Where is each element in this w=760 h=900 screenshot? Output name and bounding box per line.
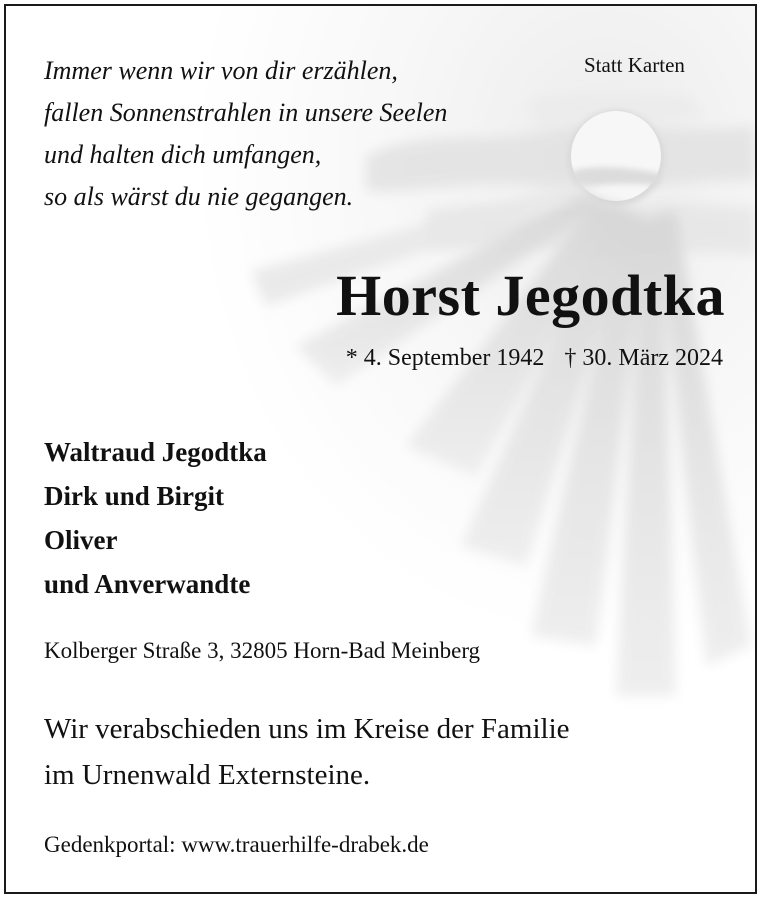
farewell-line: Wir verabschieden uns im Kreise der Familie bbox=[44, 713, 570, 745]
family-address: Kolberger Straße 3, 32805 Horn-Bad Meinberg bbox=[44, 638, 481, 663]
death-date: † 30. März 2024 bbox=[564, 345, 723, 371]
memorial-portal-link: Gedenkportal: www.trauerhilfe-drabek.de bbox=[44, 832, 429, 857]
deceased-name: Horst Jegodtka bbox=[336, 263, 725, 328]
obituary-card bbox=[4, 4, 757, 894]
poem-line: fallen Sonnenstrahlen in unsere Seelen bbox=[44, 98, 448, 127]
mourners-list bbox=[44, 430, 267, 606]
life-dates bbox=[346, 345, 723, 372]
farewell-notice bbox=[44, 706, 570, 798]
mourner-name: Waltraud Jegodtka bbox=[44, 437, 267, 467]
mourner-name: Dirk und Birgit bbox=[44, 481, 225, 511]
memorial-poem bbox=[44, 50, 447, 218]
poem-line: und halten dich umfangen, bbox=[44, 140, 322, 169]
poem-line: Immer wenn wir von dir erzählen, bbox=[44, 56, 398, 85]
corner-note: Statt Karten bbox=[584, 53, 685, 77]
farewell-line: im Urnenwald Externsteine. bbox=[44, 759, 371, 791]
mourner-name: Oliver bbox=[44, 525, 118, 555]
birth-date: * 4. September 1942 bbox=[345, 345, 545, 371]
poem-line: so als wärst du nie gegangen. bbox=[44, 182, 354, 211]
mourner-name: und Anverwandte bbox=[44, 569, 251, 599]
